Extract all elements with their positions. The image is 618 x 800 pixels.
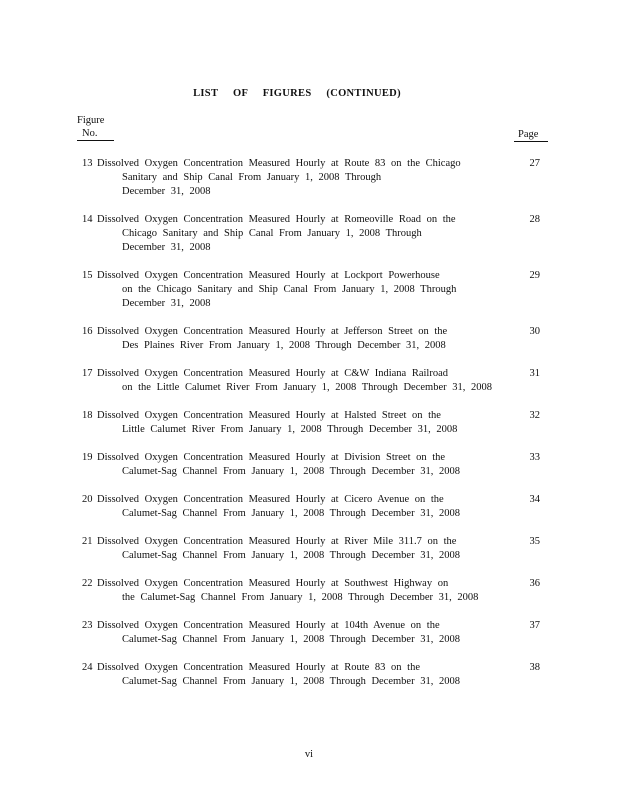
figure-number: 14 — [82, 214, 93, 225]
caption-line: Sanitary and Ship Canal From January 1, 2008 Through — [122, 172, 382, 183]
figure-column-header — [77, 114, 114, 141]
page-ref: 32 — [529, 410, 540, 421]
figure-caption — [97, 269, 505, 311]
list-item — [82, 661, 552, 689]
figure-caption — [97, 367, 505, 395]
page-ref: 27 — [529, 158, 540, 169]
page-ref: 37 — [529, 620, 540, 631]
list-item — [82, 577, 552, 605]
figure-number: 23 — [82, 620, 93, 631]
list-item — [82, 535, 552, 563]
page-number: vi — [304, 749, 314, 760]
caption-line: Calumet-Sag Channel From January 1, 2008 Through December 31, 2008 — [122, 634, 460, 645]
list-item — [82, 213, 552, 255]
caption-line: Calumet-Sag Channel From January 1, 2008 Through December 31, 2008 — [122, 676, 460, 687]
figure-caption — [97, 451, 505, 479]
list-item — [82, 409, 552, 437]
caption-line: December 31, 2008 — [122, 186, 211, 197]
figure-caption — [97, 493, 505, 521]
figure-list — [82, 157, 552, 703]
caption-line: Dissolved Oxygen Concentration Measured Hourly at C&W Indiana Railroad — [97, 368, 448, 379]
caption-line: Calumet-Sag Channel From January 1, 2008 Through December 31, 2008 — [122, 508, 460, 519]
list-item — [82, 269, 552, 311]
caption-line: Calumet-Sag Channel From January 1, 2008 Through December 31, 2008 — [122, 550, 460, 561]
caption-line: on the Chicago Sanitary and Ship Canal From January 1, 2008 Through — [122, 284, 457, 295]
figure-caption — [97, 409, 505, 437]
caption-line: Dissolved Oxygen Concentration Measured Hourly at Southwest Highway on — [97, 578, 449, 589]
caption-line: Dissolved Oxygen Concentration Measured Hourly at Cicero Avenue on the — [97, 494, 444, 505]
caption-line: Chicago Sanitary and Ship Canal From January 1, 2008 Through — [122, 228, 422, 239]
figure-label: Figure — [77, 115, 105, 126]
figure-number: 21 — [82, 536, 93, 547]
figure-number: 24 — [82, 662, 93, 673]
page-ref: 35 — [529, 536, 540, 547]
figure-number: 20 — [82, 494, 93, 505]
figure-number: 18 — [82, 410, 93, 421]
caption-line: Calumet-Sag Channel From January 1, 2008 Through December 31, 2008 — [122, 466, 460, 477]
caption-line: Dissolved Oxygen Concentration Measured Hourly at Jefferson Street on the — [97, 326, 448, 337]
page-ref: 28 — [529, 214, 540, 225]
caption-line: Dissolved Oxygen Concentration Measured Hourly at Route 83 on the — [97, 662, 420, 673]
page-ref: 29 — [529, 270, 540, 281]
figure-number: 19 — [82, 452, 93, 463]
caption-line: Dissolved Oxygen Concentration Measured Hourly at Division Street on the — [97, 452, 446, 463]
list-item — [82, 367, 552, 395]
list-item — [82, 619, 552, 647]
caption-line: Dissolved Oxygen Concentration Measured Hourly at Halsted Street on the — [97, 410, 441, 421]
caption-line: the Calumet-Sag Channel From January 1, 2008 Through December 31, 2008 — [122, 592, 479, 603]
figure-number: 16 — [82, 326, 93, 337]
page-title: LIST OF FIGURES (CONTINUED) — [193, 88, 401, 99]
figure-no-label: No. — [77, 127, 114, 141]
page-ref: 33 — [529, 452, 540, 463]
page-ref: 36 — [529, 578, 540, 589]
figure-caption — [97, 325, 505, 353]
figure-caption — [97, 535, 505, 563]
caption-line: December 31, 2008 — [122, 242, 211, 253]
figure-caption — [97, 577, 505, 605]
list-item — [82, 325, 552, 353]
caption-line: Dissolved Oxygen Concentration Measured Hourly at 104th Avenue on the — [97, 620, 440, 631]
figure-number: 13 — [82, 158, 93, 169]
figure-number: 22 — [82, 578, 93, 589]
figure-caption — [97, 213, 505, 255]
caption-line: Des Plaines River From January 1, 2008 Through December 31, 2008 — [122, 340, 446, 351]
page-column-header: Page — [514, 128, 548, 142]
list-item — [82, 157, 552, 199]
caption-line: Little Calumet River From January 1, 2008 Through December 31, 2008 — [122, 424, 458, 435]
figure-number: 15 — [82, 270, 93, 281]
caption-line: December 31, 2008 — [122, 298, 211, 309]
figure-caption — [97, 157, 505, 199]
caption-line: Dissolved Oxygen Concentration Measured Hourly at Lockport Powerhouse — [97, 270, 440, 281]
page-ref: 38 — [529, 662, 540, 673]
figure-caption — [97, 661, 505, 689]
caption-line: on the Little Calumet River From January 1, 2008 Through December 31, 2008 — [122, 382, 492, 393]
caption-line: Dissolved Oxygen Concentration Measured Hourly at Romeoville Road on the — [97, 214, 456, 225]
figure-number: 17 — [82, 368, 93, 379]
page-ref: 34 — [529, 494, 540, 505]
figure-caption — [97, 619, 505, 647]
caption-line: Dissolved Oxygen Concentration Measured Hourly at Route 83 on the Chicago — [97, 158, 461, 169]
list-item — [82, 451, 552, 479]
page-ref: 31 — [529, 368, 540, 379]
list-item — [82, 493, 552, 521]
caption-line: Dissolved Oxygen Concentration Measured Hourly at River Mile 311.7 on the — [97, 536, 457, 547]
page-ref: 30 — [529, 326, 540, 337]
